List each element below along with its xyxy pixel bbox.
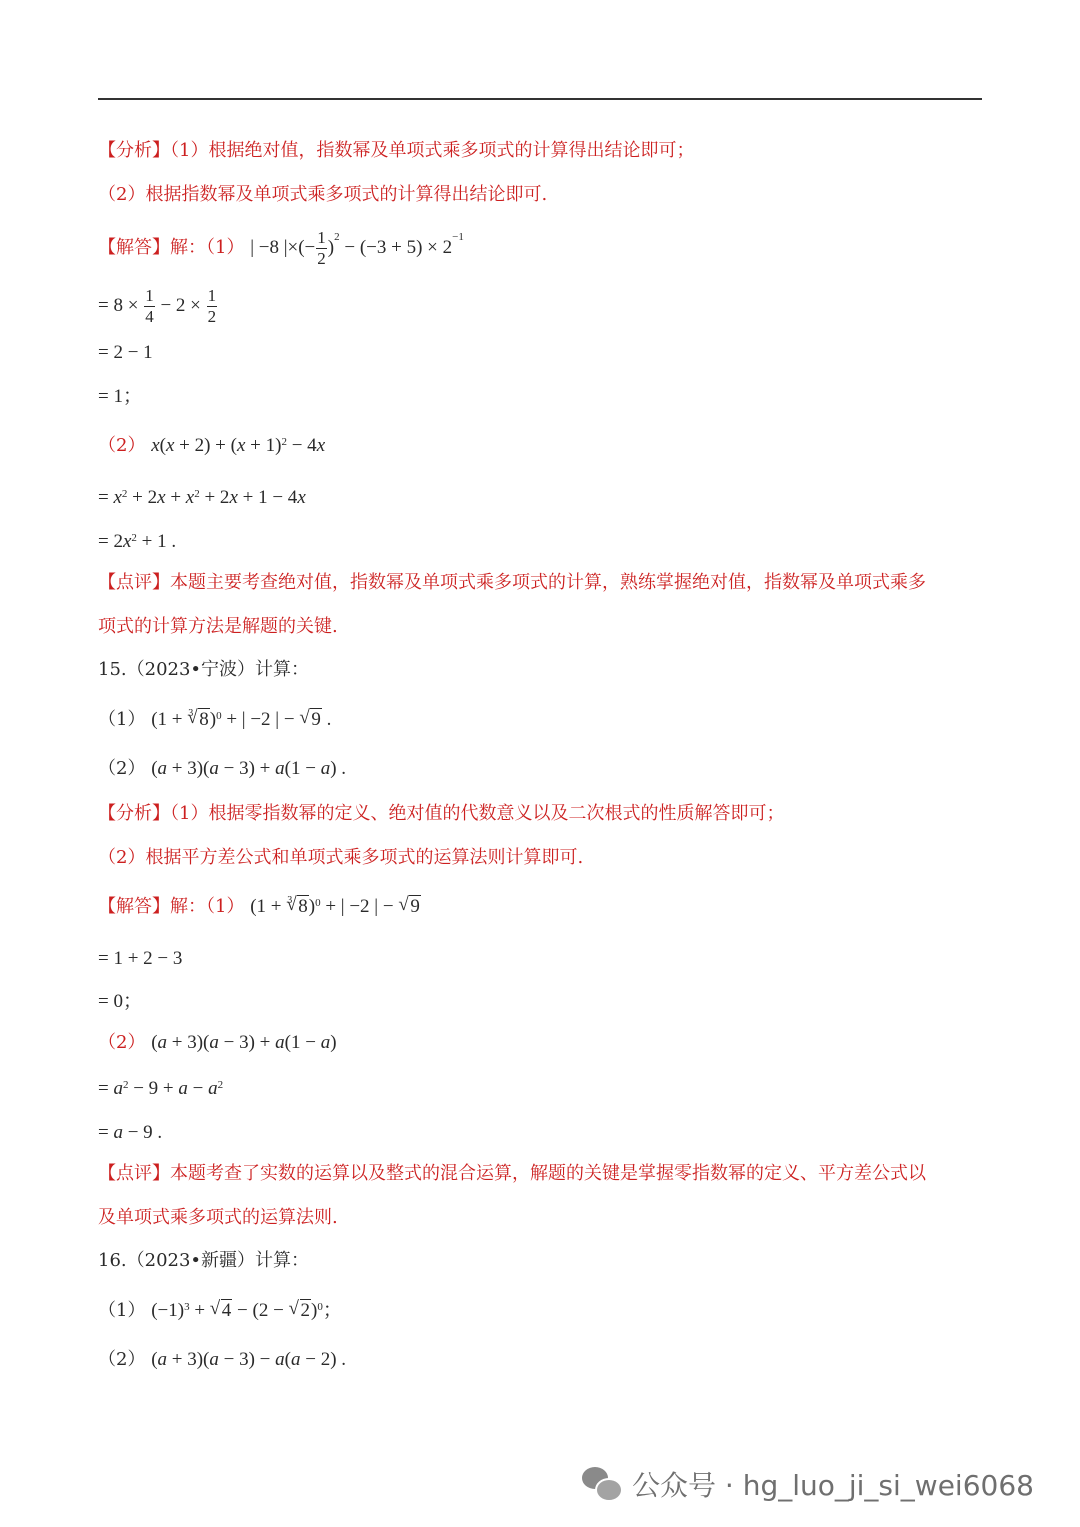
math-expression: (1 + √ 3 8)$^0$ + | −2 | − √ 9 . [151,709,331,730]
part-label: （2） [98,758,146,779]
math-step: = $a^2 - 9 + a - a^2$ [98,1078,224,1099]
math-expression: (a + 3)(a − 3) + a(1 − a) . [151,758,347,779]
math-expression: (1 + √ 3 8)$^0$ + | −2 | − √ 9 [250,896,421,917]
math-expression: (a + 3)(a − 3) + a(1 − a) [151,1032,337,1053]
analysis-line-2: （2）根据指数幂及单项式乘多项式的计算得出结论即可. [98,184,548,205]
math-expression: | −8 |×(− $\frac{1}{2}$ )$^2 - (-3 + 5) \times 2^{-1}$ [250,228,464,268]
comment-line-1: 【点评】本题主要考查绝对值，指数幂及单项式乘多项式的计算，熟练掌握绝对值，指数幂及单项式乘多 [98,572,926,593]
math-expression: (a + 3)(a − 3) − a(a − 2) . [151,1349,347,1370]
solution-part-2 [98,433,325,459]
math-step: = 1； [98,386,142,407]
math-step: = 1 + 2 − 3 [98,948,183,969]
part-label: （1） [98,709,146,730]
solution-line-1 [98,894,421,920]
math-step: = 2 − 1 [98,342,153,363]
question-part-2 [98,1347,346,1373]
math-expression: $x(x + 2) + (x + 1)^2 - 4x$ [151,435,326,456]
math-step: = $x^2 + 2x + x^2 + 2x + 1 - 4x$ [98,487,306,508]
question-title: 15.（2023•宁波）计算： [98,659,310,680]
header-rule [98,98,982,100]
watermark [582,1462,1034,1506]
math-step: = $2x^2 + 1$ . [98,531,177,552]
watermark-text: 公众号 · hg_luo_ji_si_wei6068 [632,1469,1034,1502]
part-label: （2） [98,1349,146,1370]
solution-head: 【解答】解：（1） [98,236,245,258]
comment-line-1: 【点评】本题考查了实数的运算以及整式的混合运算，解题的关键是掌握零指数幂的定义、平方差公式以 [98,1163,926,1184]
part-label: （1） [98,1300,146,1321]
part-label: （2） [98,1032,146,1053]
math-expression: $(-1)^3$ + √ 4 − (2 − √ 2)$^0$； [151,1300,342,1321]
question-part-1 [98,707,331,733]
math-step: = 0； [98,991,142,1012]
comment-line-2: 项式的计算方法是解题的关键. [98,616,338,637]
analysis-line-1: 【分析】（1）根据零指数幂的定义、绝对值的代数意义以及二次根式的性质解答即可； [98,803,785,824]
analysis-line-2: （2）根据平方差公式和单项式乘多项式的运算法则计算即可. [98,847,584,868]
math-step: = a − 9 . [98,1122,163,1143]
math-step: = 8 × $\frac{1}{4}$ − 2 × $\frac{1}{2}$ [98,286,217,326]
solution-head: 【解答】解：（1） [98,896,245,917]
analysis-line-1: 【分析】（1）根据绝对值，指数幂及单项式乘多项式的计算得出结论即可； [98,140,695,161]
solution-line-1 [98,228,464,269]
question-title: 16.（2023•新疆）计算： [98,1250,310,1271]
solution-part-2 [98,1030,337,1056]
wechat-icon [582,1467,622,1501]
question-part-2 [98,756,346,782]
part-label: （2） [98,435,146,456]
comment-line-2: 及单项式乘多项式的运算法则. [98,1207,338,1228]
question-part-1 [98,1298,342,1324]
